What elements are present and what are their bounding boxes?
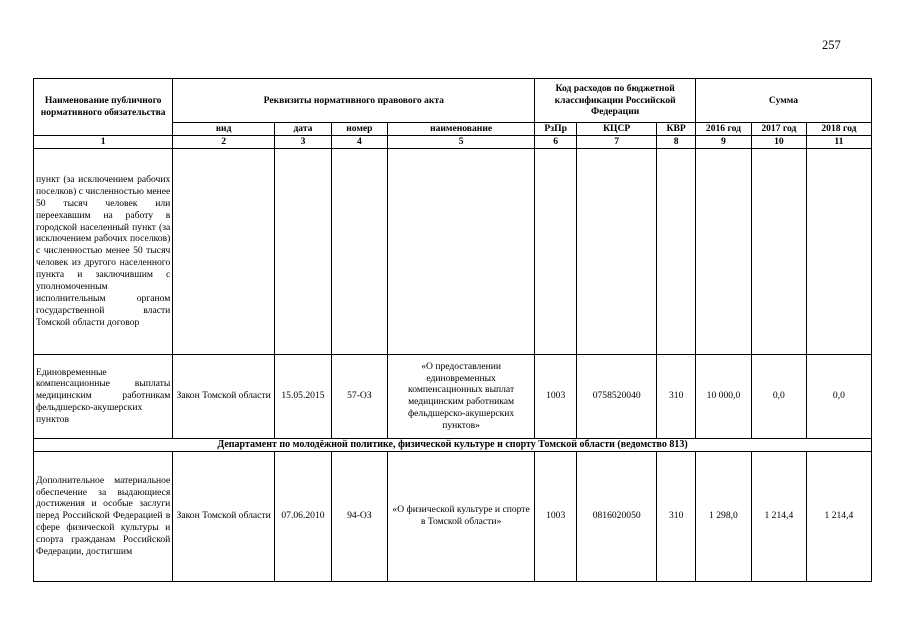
header-rzpr: РзПр — [535, 123, 577, 136]
column-number: 5 — [387, 135, 534, 148]
act-title: «О физической культуре и спорте в Томской области» — [387, 451, 534, 581]
act-date: 07.06.2010 — [275, 451, 332, 581]
column-number: 10 — [751, 135, 806, 148]
header-sum: Сумма — [695, 79, 871, 123]
header-year-2018: 2018 год — [806, 123, 871, 136]
act-date — [275, 148, 332, 354]
header-title: наименование — [387, 123, 534, 136]
table-row — [34, 148, 872, 354]
column-number: 1 — [34, 135, 173, 148]
budget-obligations-table — [33, 78, 872, 582]
sum-2018: 1 214,4 — [806, 451, 871, 581]
column-number: 3 — [275, 135, 332, 148]
header-year-2017: 2017 год — [751, 123, 806, 136]
header-legal-act-details: Реквизиты нормативного правового акта — [173, 79, 535, 123]
header-number: номер — [331, 123, 387, 136]
header-row-groups — [34, 79, 872, 123]
sum-2018 — [806, 148, 871, 354]
column-number: 4 — [331, 135, 387, 148]
column-number: 2 — [173, 135, 275, 148]
header-kvr: КВР — [657, 123, 696, 136]
rzpr-code — [535, 148, 577, 354]
act-number: 57-ОЗ — [331, 354, 387, 438]
sum-2016: 10 000,0 — [695, 354, 751, 438]
header-budget-code: Код расходов по бюджетной классификации Российской Федерации — [535, 79, 696, 123]
column-number: 11 — [806, 135, 871, 148]
kcsr-code: 0758520040 — [577, 354, 657, 438]
sum-2017: 1 214,4 — [751, 451, 806, 581]
header-date: дата — [275, 123, 332, 136]
kvr-code: 310 — [657, 354, 696, 438]
rzpr-code: 1003 — [535, 354, 577, 438]
act-number — [331, 148, 387, 354]
act-title — [387, 148, 534, 354]
department-row — [34, 438, 872, 451]
act-title: «О предоставлении единовременных компенсационных выплат медицинским работникам фельдшерско-акушерских пунктов» — [387, 354, 534, 438]
column-number: 6 — [535, 135, 577, 148]
column-number: 9 — [695, 135, 751, 148]
header-kcsr: КЦСР — [577, 123, 657, 136]
sum-2017 — [751, 148, 806, 354]
act-number: 94-ОЗ — [331, 451, 387, 581]
kvr-code — [657, 148, 696, 354]
kvr-code: 310 — [657, 451, 696, 581]
act-date: 15.05.2015 — [275, 354, 332, 438]
table-row — [34, 354, 872, 438]
sum-2017: 0,0 — [751, 354, 806, 438]
column-number: 8 — [657, 135, 696, 148]
department-title: Департамент по молодёжной политике, физической культуре и спорту Томской области (ведомство 813) — [34, 438, 872, 451]
act-type: Закон Томской области — [173, 354, 275, 438]
rzpr-code: 1003 — [535, 451, 577, 581]
kcsr-code: 0816020050 — [577, 451, 657, 581]
header-row-numbers — [34, 135, 872, 148]
obligation-name: Дополнительное материальное обеспечение за выдающиеся достижения и особые заслуги перед Российской Федерацией в сфере физической культуры и спорта гражданам Российской Федерации, достигшим — [34, 451, 173, 581]
sum-2018: 0,0 — [806, 354, 871, 438]
obligation-name: пункт (за исключением рабочих поселков) с численностью менее 50 тысяч человек или переехавшим на работу в городской населенный пункт (за исключением рабочих поселков) с численностью менее 50 тысяч человек из другого населенного пункта и заключившим с уполномоченным исполнительным органом государственной власти Томской области договор — [34, 148, 173, 354]
header-obligation-name: Наименование публичного нормативного обязательства — [34, 79, 173, 136]
column-number: 7 — [577, 135, 657, 148]
act-type — [173, 148, 275, 354]
table-row — [34, 451, 872, 581]
obligation-name: Единовременные компенсационные выплаты медицинским работникам фельдшерско-акушерских пунктов — [34, 354, 173, 438]
page-number: 257 — [822, 38, 841, 52]
act-type: Закон Томской области — [173, 451, 275, 581]
header-year-2016: 2016 год — [695, 123, 751, 136]
sum-2016 — [695, 148, 751, 354]
sum-2016: 1 298,0 — [695, 451, 751, 581]
header-type: вид — [173, 123, 275, 136]
kcsr-code — [577, 148, 657, 354]
